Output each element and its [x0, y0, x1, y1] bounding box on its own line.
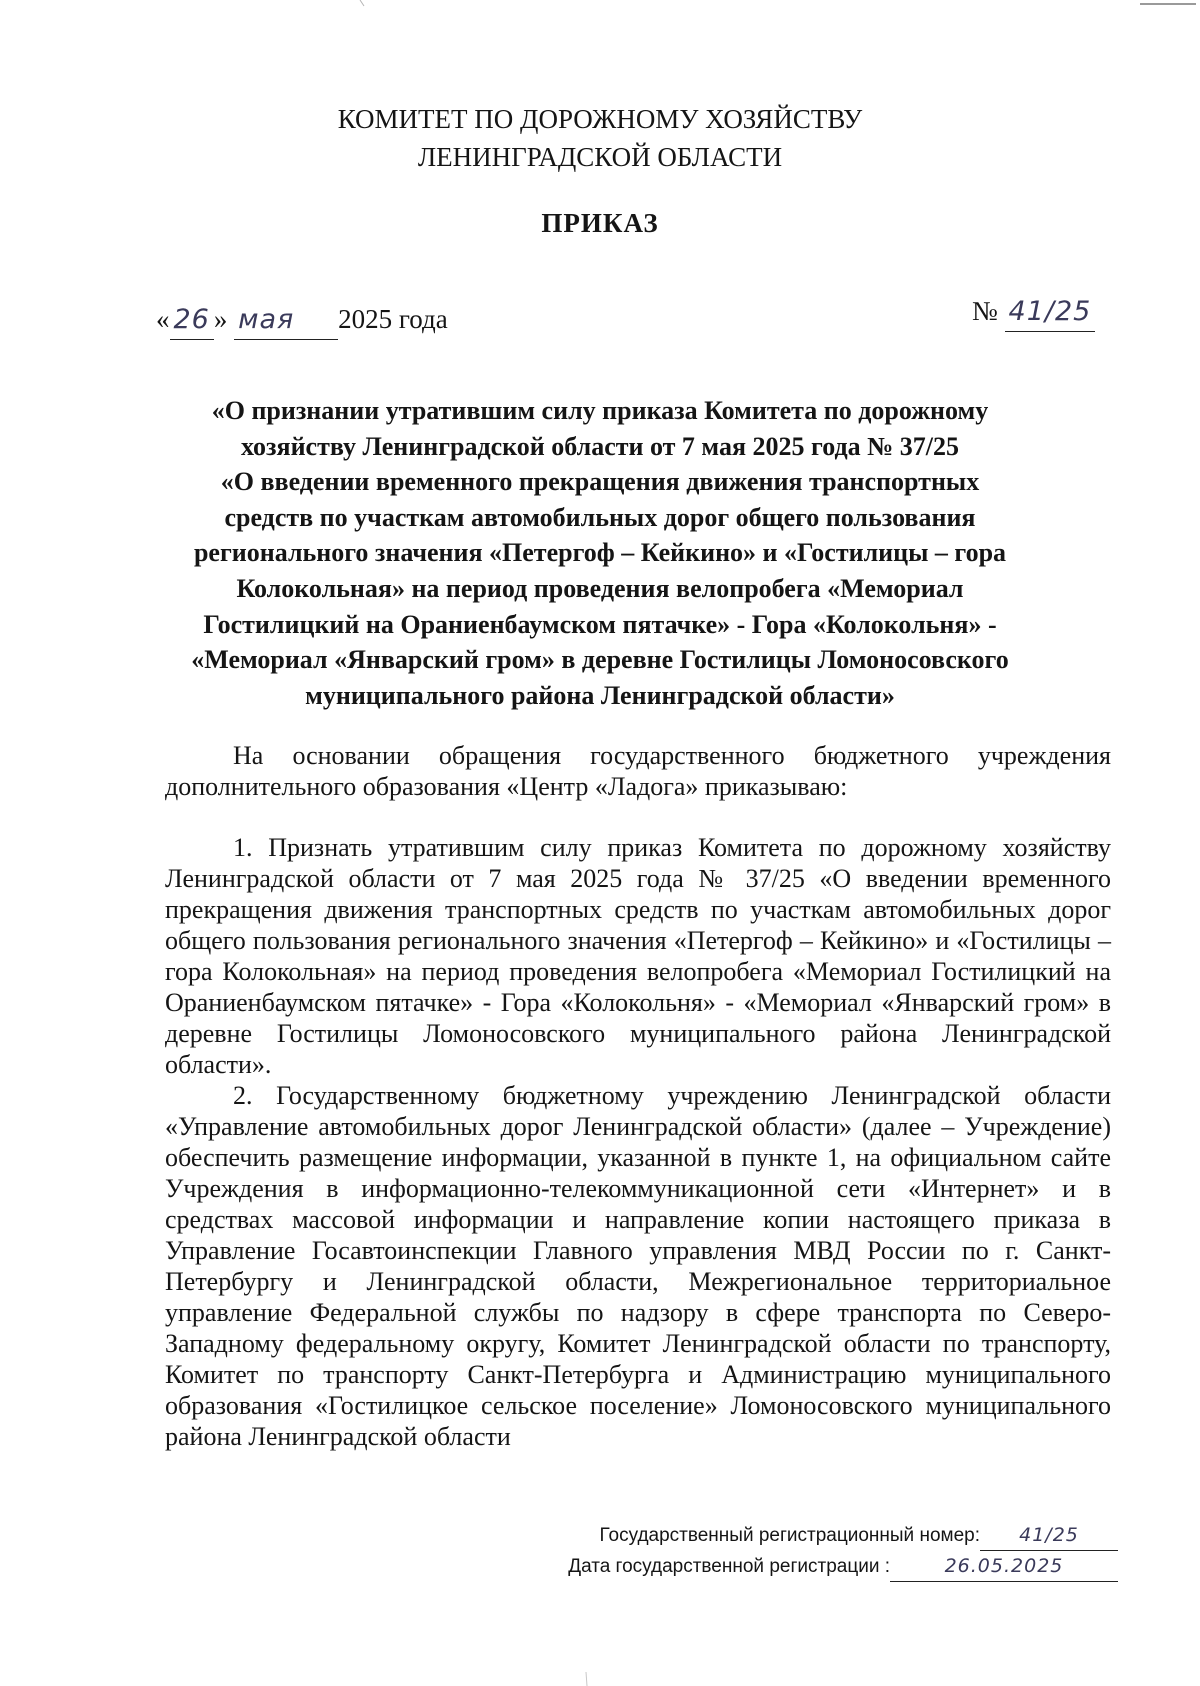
issuer-line-2: ЛЕНИНГРАДСКОЙ ОБЛАСТИ — [417, 142, 783, 172]
title-line: «Мемориал «Январский гром» в деревне Гостилицы Ломоносовского — [191, 645, 1009, 675]
order-date — [156, 300, 448, 340]
number-value: 41/25 — [1005, 293, 1096, 332]
title-line: «О признании утратившим силу приказа Комитета по дорожному — [211, 396, 989, 425]
date-day: 26 — [170, 301, 214, 340]
intro-paragraph: На основании обращения государственного бюджетного учреждения дополнительного образования «Центр «Ладога» приказываю: — [165, 741, 1111, 801]
registration-date-value: 26.05.2025 — [890, 1551, 1118, 1582]
order-number — [972, 292, 1095, 332]
date-year: 2025 года — [338, 304, 448, 334]
order-body — [165, 740, 1111, 1452]
number-prefix: № — [972, 296, 998, 326]
title-line: регионального значения «Петергоф – Кейкино» и «Гостилицы – гора — [193, 538, 1007, 568]
date-open-quote: « — [156, 304, 170, 334]
registration-number-row — [568, 1520, 1118, 1551]
registration-number-value: 41/25 — [980, 1520, 1118, 1551]
registration-date-row — [568, 1551, 1118, 1582]
registration-number-label: Государственный регистрационный номер: — [599, 1525, 980, 1546]
issuer-header — [0, 100, 1200, 176]
order-title — [150, 393, 1050, 713]
title-line: муниципального района Ленинградской области» — [305, 680, 895, 710]
date-month: мая — [234, 301, 338, 340]
item-2-paragraph: 2. Государственному бюджетному учреждению Ленинградской области «Управление автомобильных дорог Ленинградской области» (далее – Учреждение) обеспечить размещение информации, указанной в пункте 1, на официальном сайте Учреждения в информационно-телекоммуникационной сети «Интернет» и в средствах массовой информации и направление копии настоящего приказа в Управление Госавтоинспекции Главного управления МВД России по г. Санкт-Петербургу и Ленинградской области, Межрегиональное территориальное управление Федеральной службы по надзору в сфере транспорта по Северо-Западному федеральному округу, Комитет Ленинградской области по транспорту, Комитет по транспорту Санкт-Петербурга и Администрацию муниципального образования «Гостилицкое сельское поселение» Ломоносовского муниципального района Ленинградской области — [165, 1081, 1111, 1451]
title-line: хозяйству Ленинградской области от 7 мая 2025 года № 37/25 — [241, 431, 959, 461]
registration-stamp — [568, 1520, 1118, 1582]
registration-date-label: Дата государственной регистрации : — [568, 1556, 890, 1577]
title-line: Колокольная» на период проведения велопробега «Мемориал — [236, 573, 964, 603]
date-close-quote: » — [213, 304, 235, 334]
document-type: ПРИКАЗ — [541, 208, 659, 238]
title-line: средств по участкам автомобильных дорог общего пользования — [224, 502, 976, 532]
item-1-paragraph: 1. Признать утратившим силу приказ Комитета по дорожному хозяйству Ленинградской области от 7 мая 2025 года № 37/25 «О введении временного прекращения движения транспортных средств по участкам автомобильных дорог общего пользования регионального значения «Петергоф – Кейкино» и «Гостилицы – гора Колокольная» на период проведения велопробега «Мемориал Гостилицкий на Ораниенбаумском пятачке» - Гора «Колокольня» - «Мемориал «Январский гром» в деревне Гостилицы Ломоносовского муниципального района Ленинградской области». — [165, 833, 1111, 1079]
issuer-line-1: КОМИТЕТ ПО ДОРОЖНОМУ ХОЗЯЙСТВУ — [337, 104, 863, 134]
title-line: Гостилицкий на Ораниенбаумском пятачке» - Гора «Колокольня» - — [203, 609, 997, 639]
title-line: «О введении временного прекращения движения транспортных — [220, 467, 980, 497]
